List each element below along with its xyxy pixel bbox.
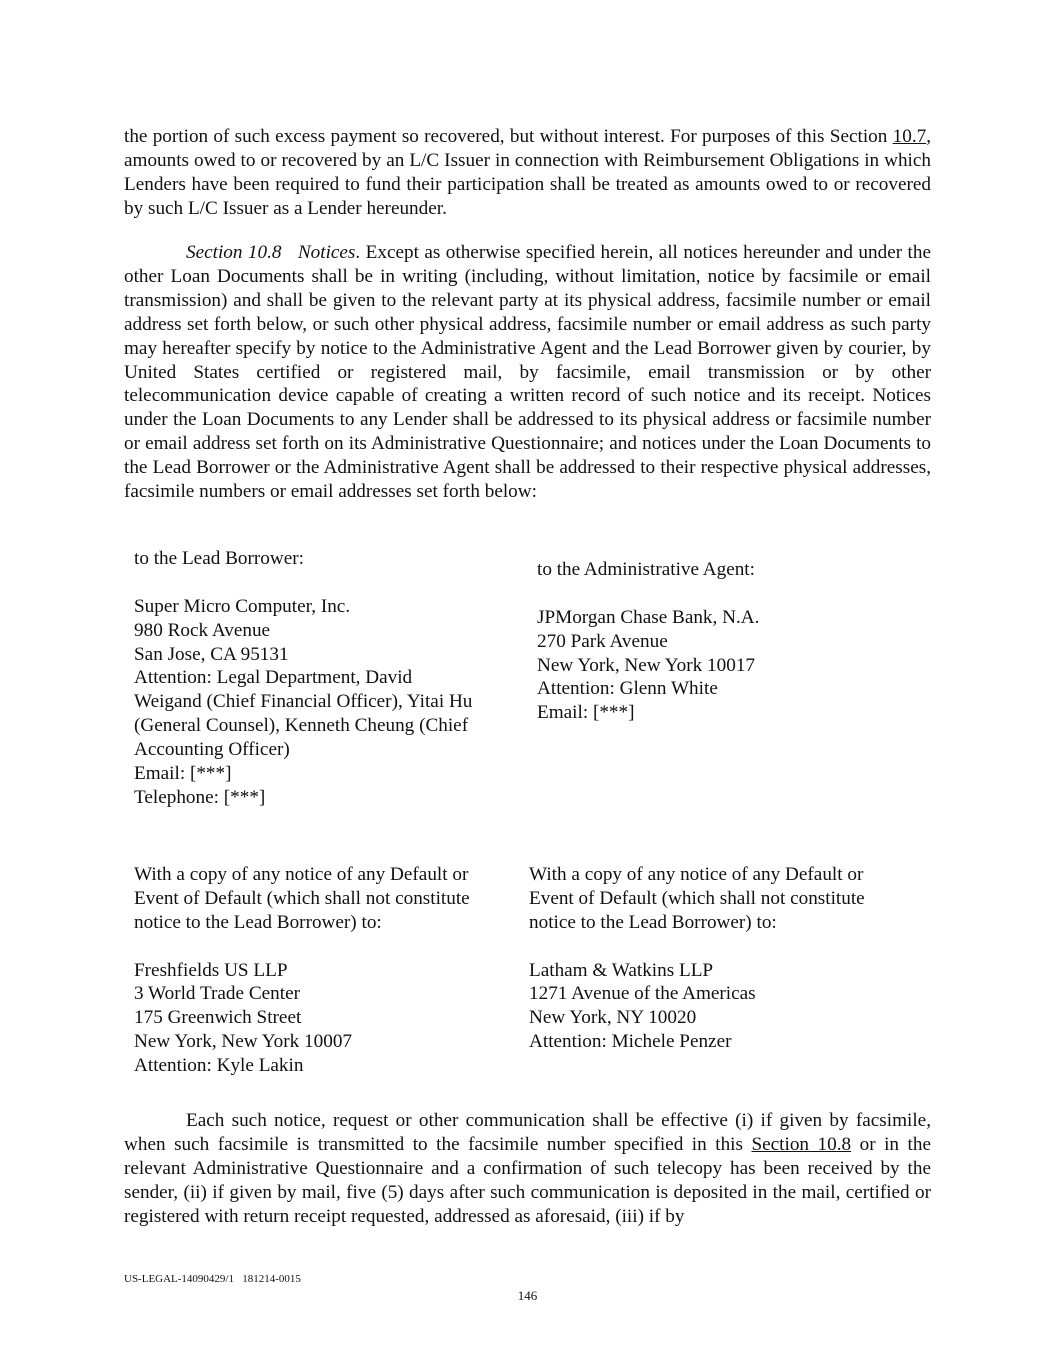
address-line: Email: [***]	[134, 763, 232, 785]
address-line: Attention: Glenn White	[537, 678, 718, 700]
copy-heading-line: notice to the Lead Borrower) to:	[134, 911, 382, 933]
address-line: 1271 Avenue of the Americas	[529, 983, 756, 1005]
section-number: Section 10.8	[186, 242, 282, 263]
paragraph-text: the portion of such excess payment so recovered, but without interest. For purposes of this Section	[124, 126, 893, 147]
address-line: Freshfields US LLP	[134, 959, 288, 981]
paragraph-notice-effectiveness	[124, 1109, 931, 1229]
lead-borrower-address-block	[134, 547, 472, 810]
paragraph-section-10-7-continuation	[124, 125, 931, 221]
address-heading: to the Lead Borrower:	[134, 548, 304, 569]
paragraph-text: Each such notice, request or other communication shall be effective (i) if given by facsimile, when such facsimile is transmitted to the facsimile number specified in this	[124, 1110, 931, 1155]
address-line: Super Micro Computer, Inc.	[134, 595, 351, 617]
paragraph-text: , amounts owed to or recovered by an L/C Issuer in connection with Reimbursement Obligations in which Lenders have been required to fund their participation shall be treated as amounts owed to or recovered by such L/C Issuer as a Lender hereunder.	[124, 126, 931, 219]
admin-agent-address-block	[537, 558, 759, 725]
section-10-7-reference: 10.7	[892, 126, 927, 147]
paragraph-text: or in the relevant Administrative Questionnaire and a confirmation of such telecopy has been received by the sender, (ii) if given by mail, five (5) days after such communication is deposited in the mail, certified or registered with return receipt requested, addressed as aforesaid, (iii) if by	[124, 1133, 931, 1227]
address-line: 175 Greenwich Street	[134, 1007, 302, 1029]
address-line: Weigand (Chief Financial Officer), Yitai Hu	[134, 691, 473, 713]
paragraph-section-10-8-notices	[124, 241, 931, 504]
page-number: 146	[517, 1288, 538, 1303]
address-line: Attention: Legal Department, David	[134, 667, 413, 689]
address-line: Attention: Kyle Lakin	[134, 1055, 304, 1077]
address-heading: to the Administrative Agent:	[537, 559, 755, 580]
section-10-8-reference: Section 10.8	[751, 1133, 852, 1155]
address-line: 270 Park Avenue	[537, 630, 668, 652]
borrower-counsel-copy-block	[134, 863, 470, 1078]
address-line: Latham & Watkins LLP	[529, 959, 714, 981]
address-line: JPMorgan Chase Bank, N.A.	[537, 606, 760, 628]
section-title: Notices	[297, 242, 356, 263]
address-line: New York, NY 10020	[529, 1007, 697, 1029]
copy-heading-line: With a copy of any notice of any Default or	[529, 864, 864, 885]
address-line: New York, New York 10007	[134, 1031, 353, 1053]
copy-heading-line: notice to the Lead Borrower) to:	[529, 911, 777, 933]
address-line: San Jose, CA 95131	[134, 643, 289, 665]
address-line: 980 Rock Avenue	[134, 619, 271, 641]
address-line: Accounting Officer)	[134, 739, 290, 761]
address-line: Email: [***]	[537, 702, 635, 724]
address-line: New York, New York 10017	[537, 654, 756, 676]
address-line: 3 World Trade Center	[134, 983, 300, 1005]
agent-counsel-copy-block	[529, 863, 865, 1054]
section-body: . Except as otherwise specified herein, all notices hereunder and under the other Loan Documents shall be in writing (including, without limitation, notice by facsimile or email transmission) and shall be given to the relevant party at its physical address, facsimile number or email address set forth below, or such other physical address, facsimile number or email address as such party may hereafter specify by notice to the Administrative Agent and the Lead Borrower given by courier, by United States certified or registered mail, by facsimile, email transmission or by other telecommunication device capable of creating a written record of such notice and its receipt. Notices under the Loan Documents to any Lender shall be addressed to its physical address or facsimile number or email address set forth on its Administrative Questionnaire; and notices under the Loan Documents to the Lead Borrower or the Administrative Agent shall be addressed to their respective physical addresses, facsimile numbers or email addresses set forth below:	[124, 242, 932, 503]
copy-heading-line: With a copy of any notice of any Default or	[134, 864, 469, 885]
address-line: Telephone: [***]	[134, 786, 266, 808]
copy-heading-line: Event of Default (which shall not constitute	[134, 887, 470, 909]
address-line: (General Counsel), Kenneth Cheung (Chief	[134, 715, 469, 737]
copy-heading-line: Event of Default (which shall not constitute	[529, 887, 865, 909]
footer-document-id: US-LEGAL-14090429/1 181214-0015	[124, 1273, 301, 1285]
address-line: Attention: Michele Penzer	[529, 1031, 732, 1053]
